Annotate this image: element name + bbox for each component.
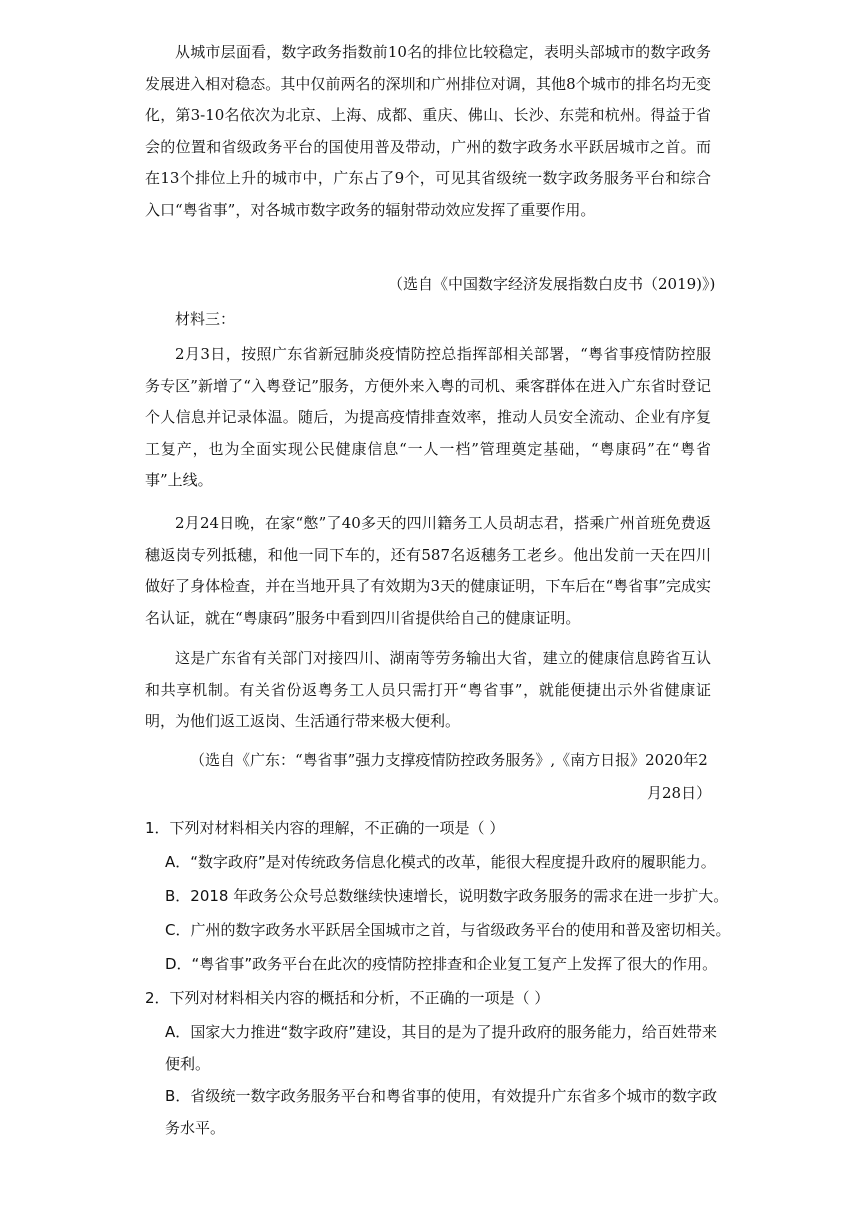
passage-paragraph-4: 这是广东省有关部门对接四川、湖南等劳务输出大省，建立的健康信息跨省互认和共享机制。有关省份返粤务工人员只需打开“粤省事”，就能便捷出示外省健康证明，为他们返工返岗、生活通行带来极大便利。	[145, 649, 711, 731]
question-2-option-b: B．省级统一数字政务服务平台和粤省事的使用，有效提升广东省多个城市的数字政务水平。	[165, 1087, 717, 1137]
passage-paragraph-3: 2月24日晚，在家“憋”了40多天的四川籍务工人员胡志君，搭乘广州首班免费返穗返岗专列抵穗，和他一同下车的，还有587名返穗务工老乡。他出发前一天在四川做好了身体检查，并在当地开具了有效期为3天的健康证明，下车后在“粤省事”完成实名认证，就在“粤康码”服务中看到四川省提供给自己的健康证明。	[145, 514, 711, 627]
question-2-option-a: A．国家大力推进“数字政府”建设，其目的是为了提升政府的服务能力，给百姓带来便利。	[165, 1023, 717, 1073]
question-1-option-b: B．2018 年政务公众号总数继续快速增长，说明数字政务服务的需求在进一步扩大。	[165, 887, 729, 905]
question-1-option-c: C．广州的数字政务水平跃居全国城市之首，与省级政务平台的使用和普及密切相关。	[165, 921, 731, 939]
source-citation-2-line-2: 月28日）	[647, 784, 712, 802]
question-1-option-a: A．“数字政府”是对传统政务信息化模式的改革，能很大程度提升政府的履职能力。	[165, 853, 716, 871]
source-citation-1: （选自《中国数字经济发展指数白皮书（2019)》)	[388, 275, 716, 293]
question-1-stem: 1．下列对材料相关内容的理解，不正确的一项是（ ）	[145, 819, 505, 837]
question-2-stem: 2．下列对材料相关内容的概括和分析，不正确的一项是（ ）	[145, 989, 550, 1007]
passage-paragraph-2: 2月3日，按照广东省新冠肺炎疫情防控总指挥部相关部署，“粤省事疫情防控服务专区”新增了“入粤登记”服务，方便外来入粤的司机、乘客群体在进入广东省时登记个人信息并记录体温。随后，为提高疫情排查效率，推动人员安全流动、企业有序复工复产，也为全面实现公民健康信息“一人一档”管理奠定基础，“粤康码”在“粤省事”上线。	[145, 345, 711, 490]
question-1-option-d: D．“粤省事”政务平台在此次的疫情防控排查和企业复工复产上发挥了很大的作用。	[165, 955, 718, 973]
passage-paragraph-1: 从城市层面看，数字政务指数前10名的排位比较稳定，表明头部城市的数字政务发展进入相对稳态。其中仅前两名的深圳和广州排位对调，其他8个城市的排名均无变化，第3-10名依次为北京、上海、成都、重庆、佛山、长沙、东莞和杭州。得益于省会的位置和省级政务平台的国使用普及带动，广州的数字政务水平跃居城市之首。而在13个排位上升的城市中，广东占了9个，可见其省级统一数字政务服务平台和综合入口“粤省事”，对各城市数字政务的辐射带动效应发挥了重要作用。	[145, 43, 711, 219]
source-citation-2-line-1: （选自《广东：“粤省事”强力支撑疫情防控政务服务》,《南方日报》2020年2	[190, 751, 708, 769]
material-three-heading: 材料三：	[175, 310, 236, 328]
